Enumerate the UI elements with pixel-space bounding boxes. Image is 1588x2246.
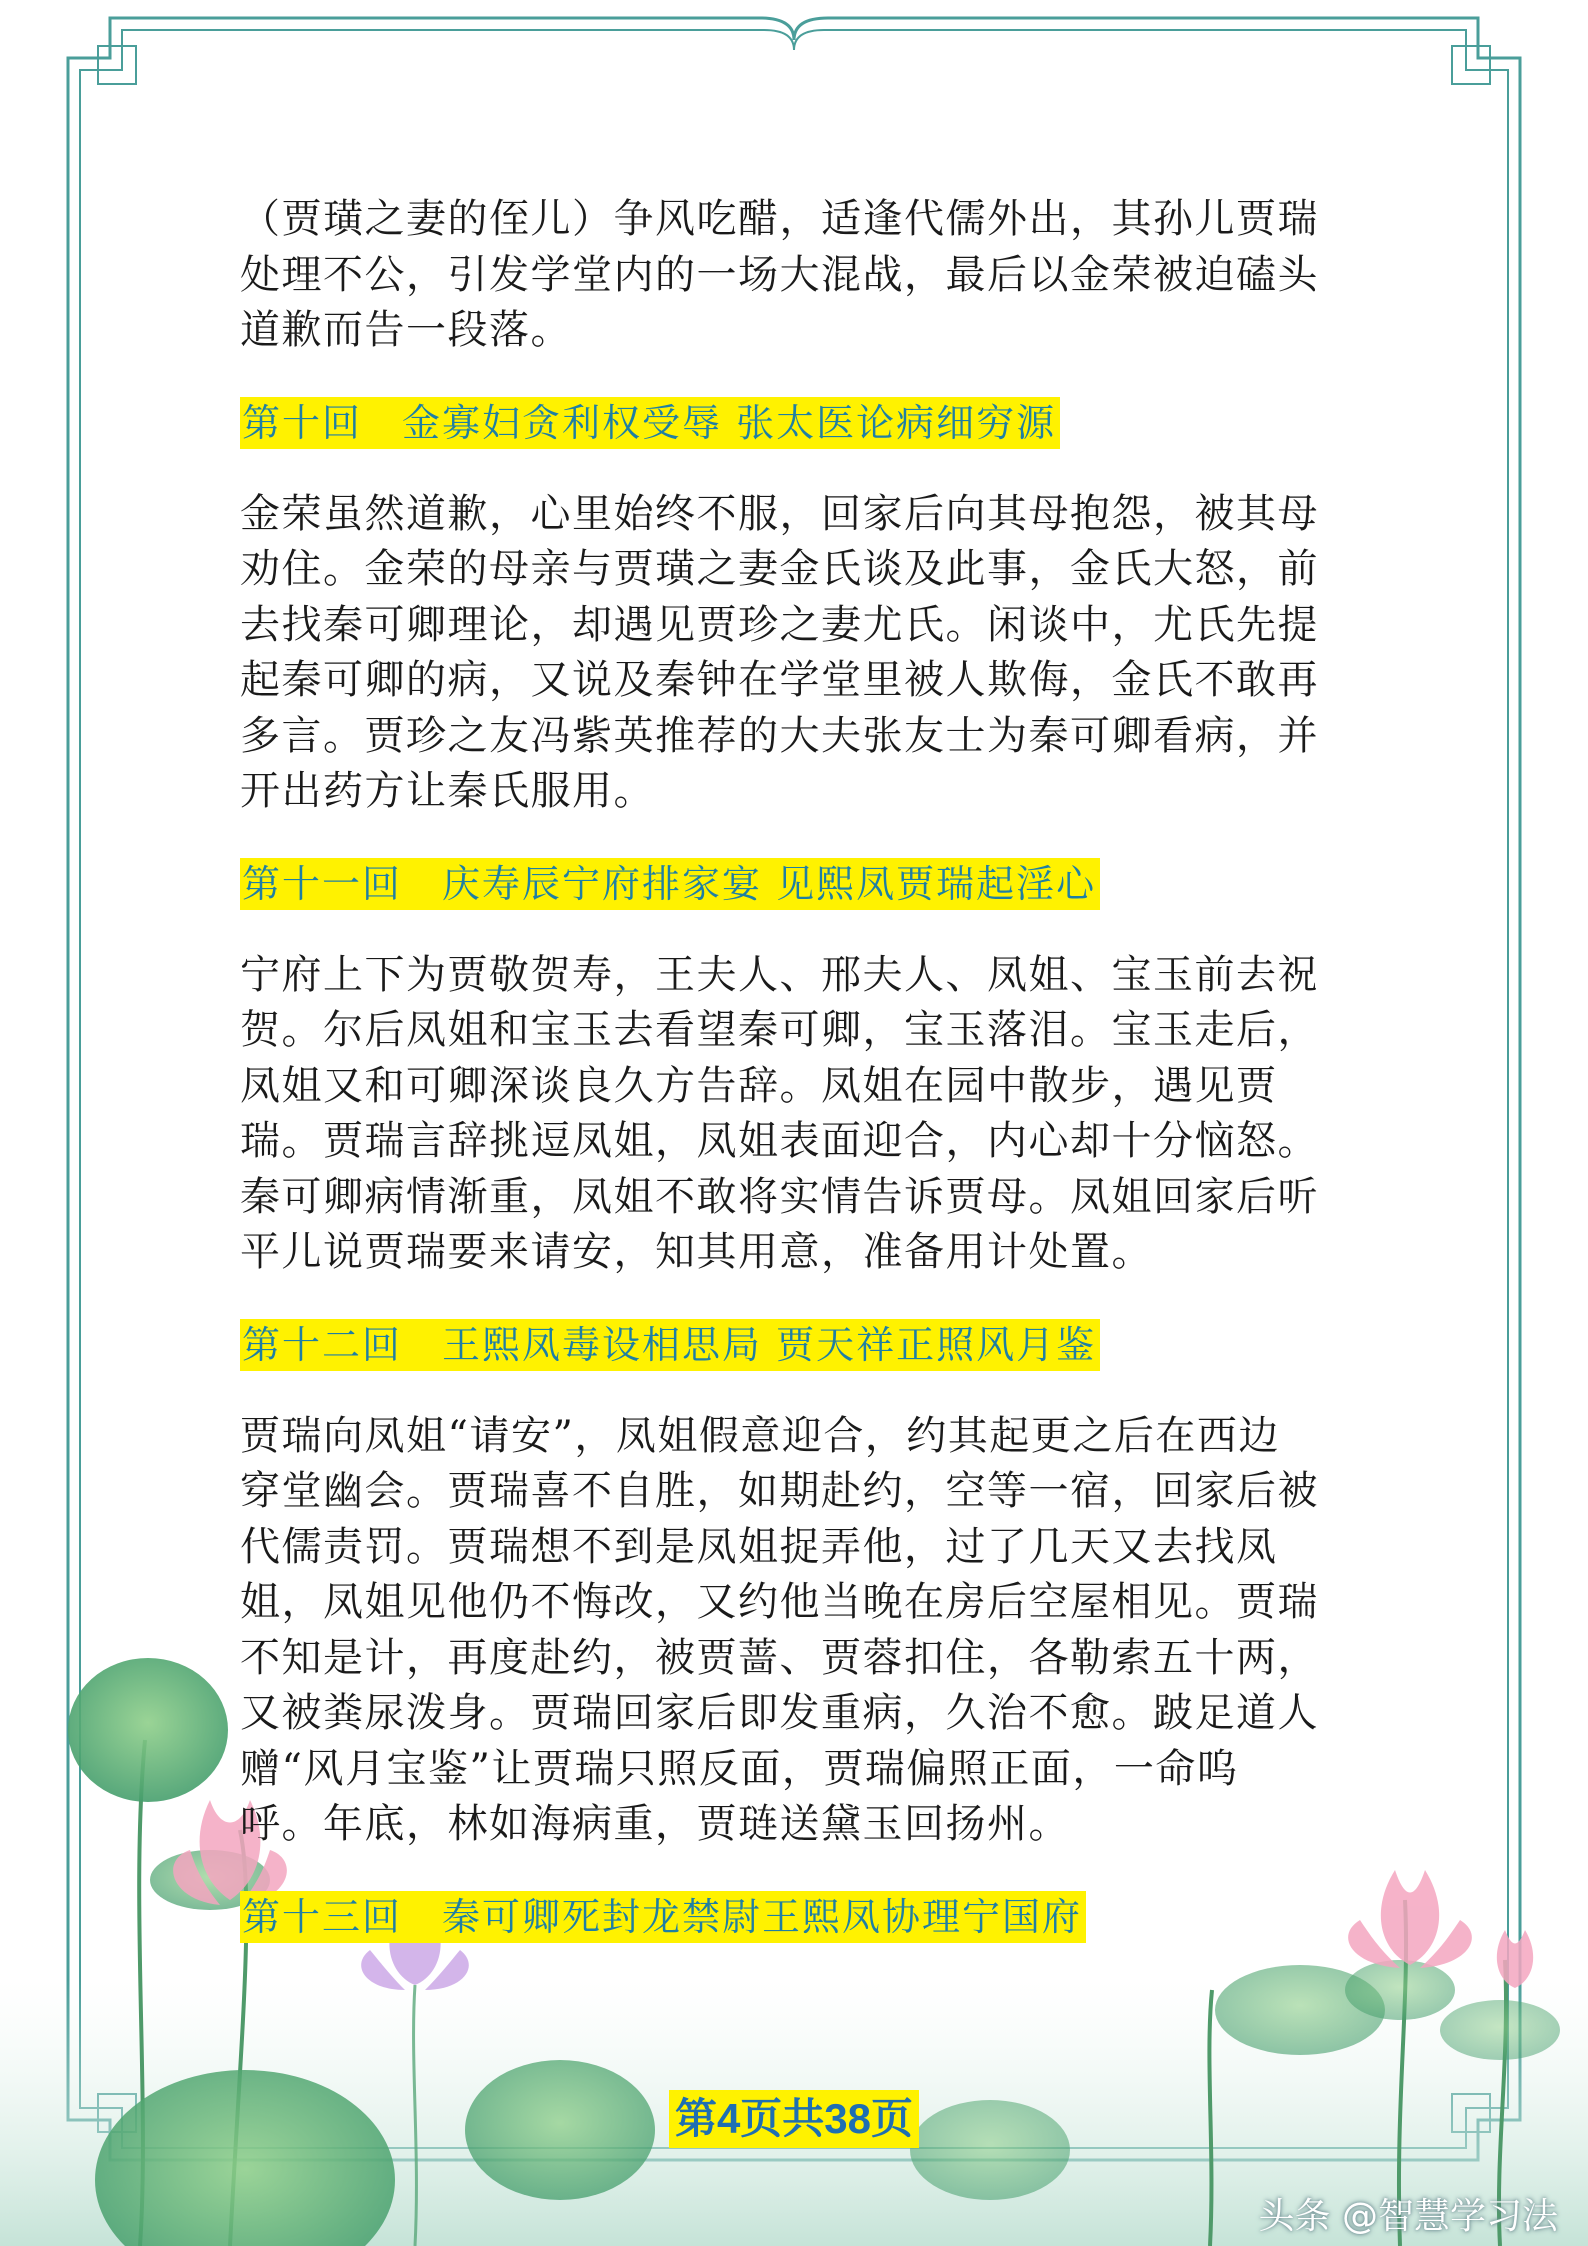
chapter-heading-12: 第十二回 王熙凤毒设相思局 贾天祥正照风月鉴 xyxy=(240,1319,1100,1371)
document-body xyxy=(240,192,1320,1981)
paragraph-chapter-11: 宁府上下为贾敬贺寿，王夫人、邢夫人、凤姐、宝玉前去祝贺。尔后凤姐和宝玉去看望秦可卿，宝玉落泪。宝玉走后，凤姐又和可卿深谈良久方告辞。凤姐在园中散步，遇见贾瑞。贾瑞言辞挑逗凤姐，凤姐表面迎合，内心却十分恼怒。秦可卿病情渐重，凤姐不敢将实情告诉贾母。凤姐回家后听平儿说贾瑞要来请安，知其用意，准备用计处置。 xyxy=(240,951,1319,1275)
page-number-label: 第4页共38页 xyxy=(669,2090,919,2148)
watermark: 头条 @智慧学习法 xyxy=(1258,2196,1558,2237)
chapter-heading-11: 第十一回 庆寿辰宁府排家宴 见熙凤贾瑞起淫心 xyxy=(240,858,1100,910)
chapter-heading-10: 第十回 金寡妇贪利权受辱 张太医论病细穷源 xyxy=(240,397,1060,449)
page-number xyxy=(0,2090,1588,2148)
paragraph-chapter-10: 金荣虽然道歉，心里始终不服，回家后向其母抱怨，被其母劝住。金荣的母亲与贾璜之妻金氏谈及此事，金氏大怒，前去找秦可卿理论，却遇见贾珍之妻尤氏。闲谈中，尤氏先提起秦可卿的病，又说及秦钟在学堂里被人欺侮，金氏不敢再多言。贾珍之友冯紫英推荐的大夫张友士为秦可卿看病，并开出药方让秦氏服用。 xyxy=(240,490,1319,814)
paragraph-chapter-12: 贾瑞向凤姐“请安”，凤姐假意迎合，约其起更之后在西边穿堂幽会。贾瑞喜不自胜，如期赴约，空等一宿，回家后被代儒责罚。贾瑞想不到是凤姐捉弄他，过了几天又去找凤姐，凤姐见他仍不悔改，又约他当晚在房后空屋相见。贾瑞不知是计，再度赴约，被贾蔷、贾蓉扣住，各勒索五十两，又被粪尿泼身。贾瑞回家后即发重病，久治不愈。跛足道人赠“风月宝鉴”让贾瑞只照反面，贾瑞偏照正面，一命呜呼。年底，林如海病重，贾琏送黛玉回扬州。 xyxy=(240,1412,1319,1847)
paragraph-intro: （贾璜之妻的侄儿）争风吃醋，适逢代儒外出，其孙儿贾瑞处理不公，引发学堂内的一场大混战，最后以金荣被迫磕头道歉而告一段落。 xyxy=(240,196,1319,353)
chapter-heading-13: 第十三回 秦可卿死封龙禁尉王熙凤协理宁国府 xyxy=(240,1891,1086,1943)
